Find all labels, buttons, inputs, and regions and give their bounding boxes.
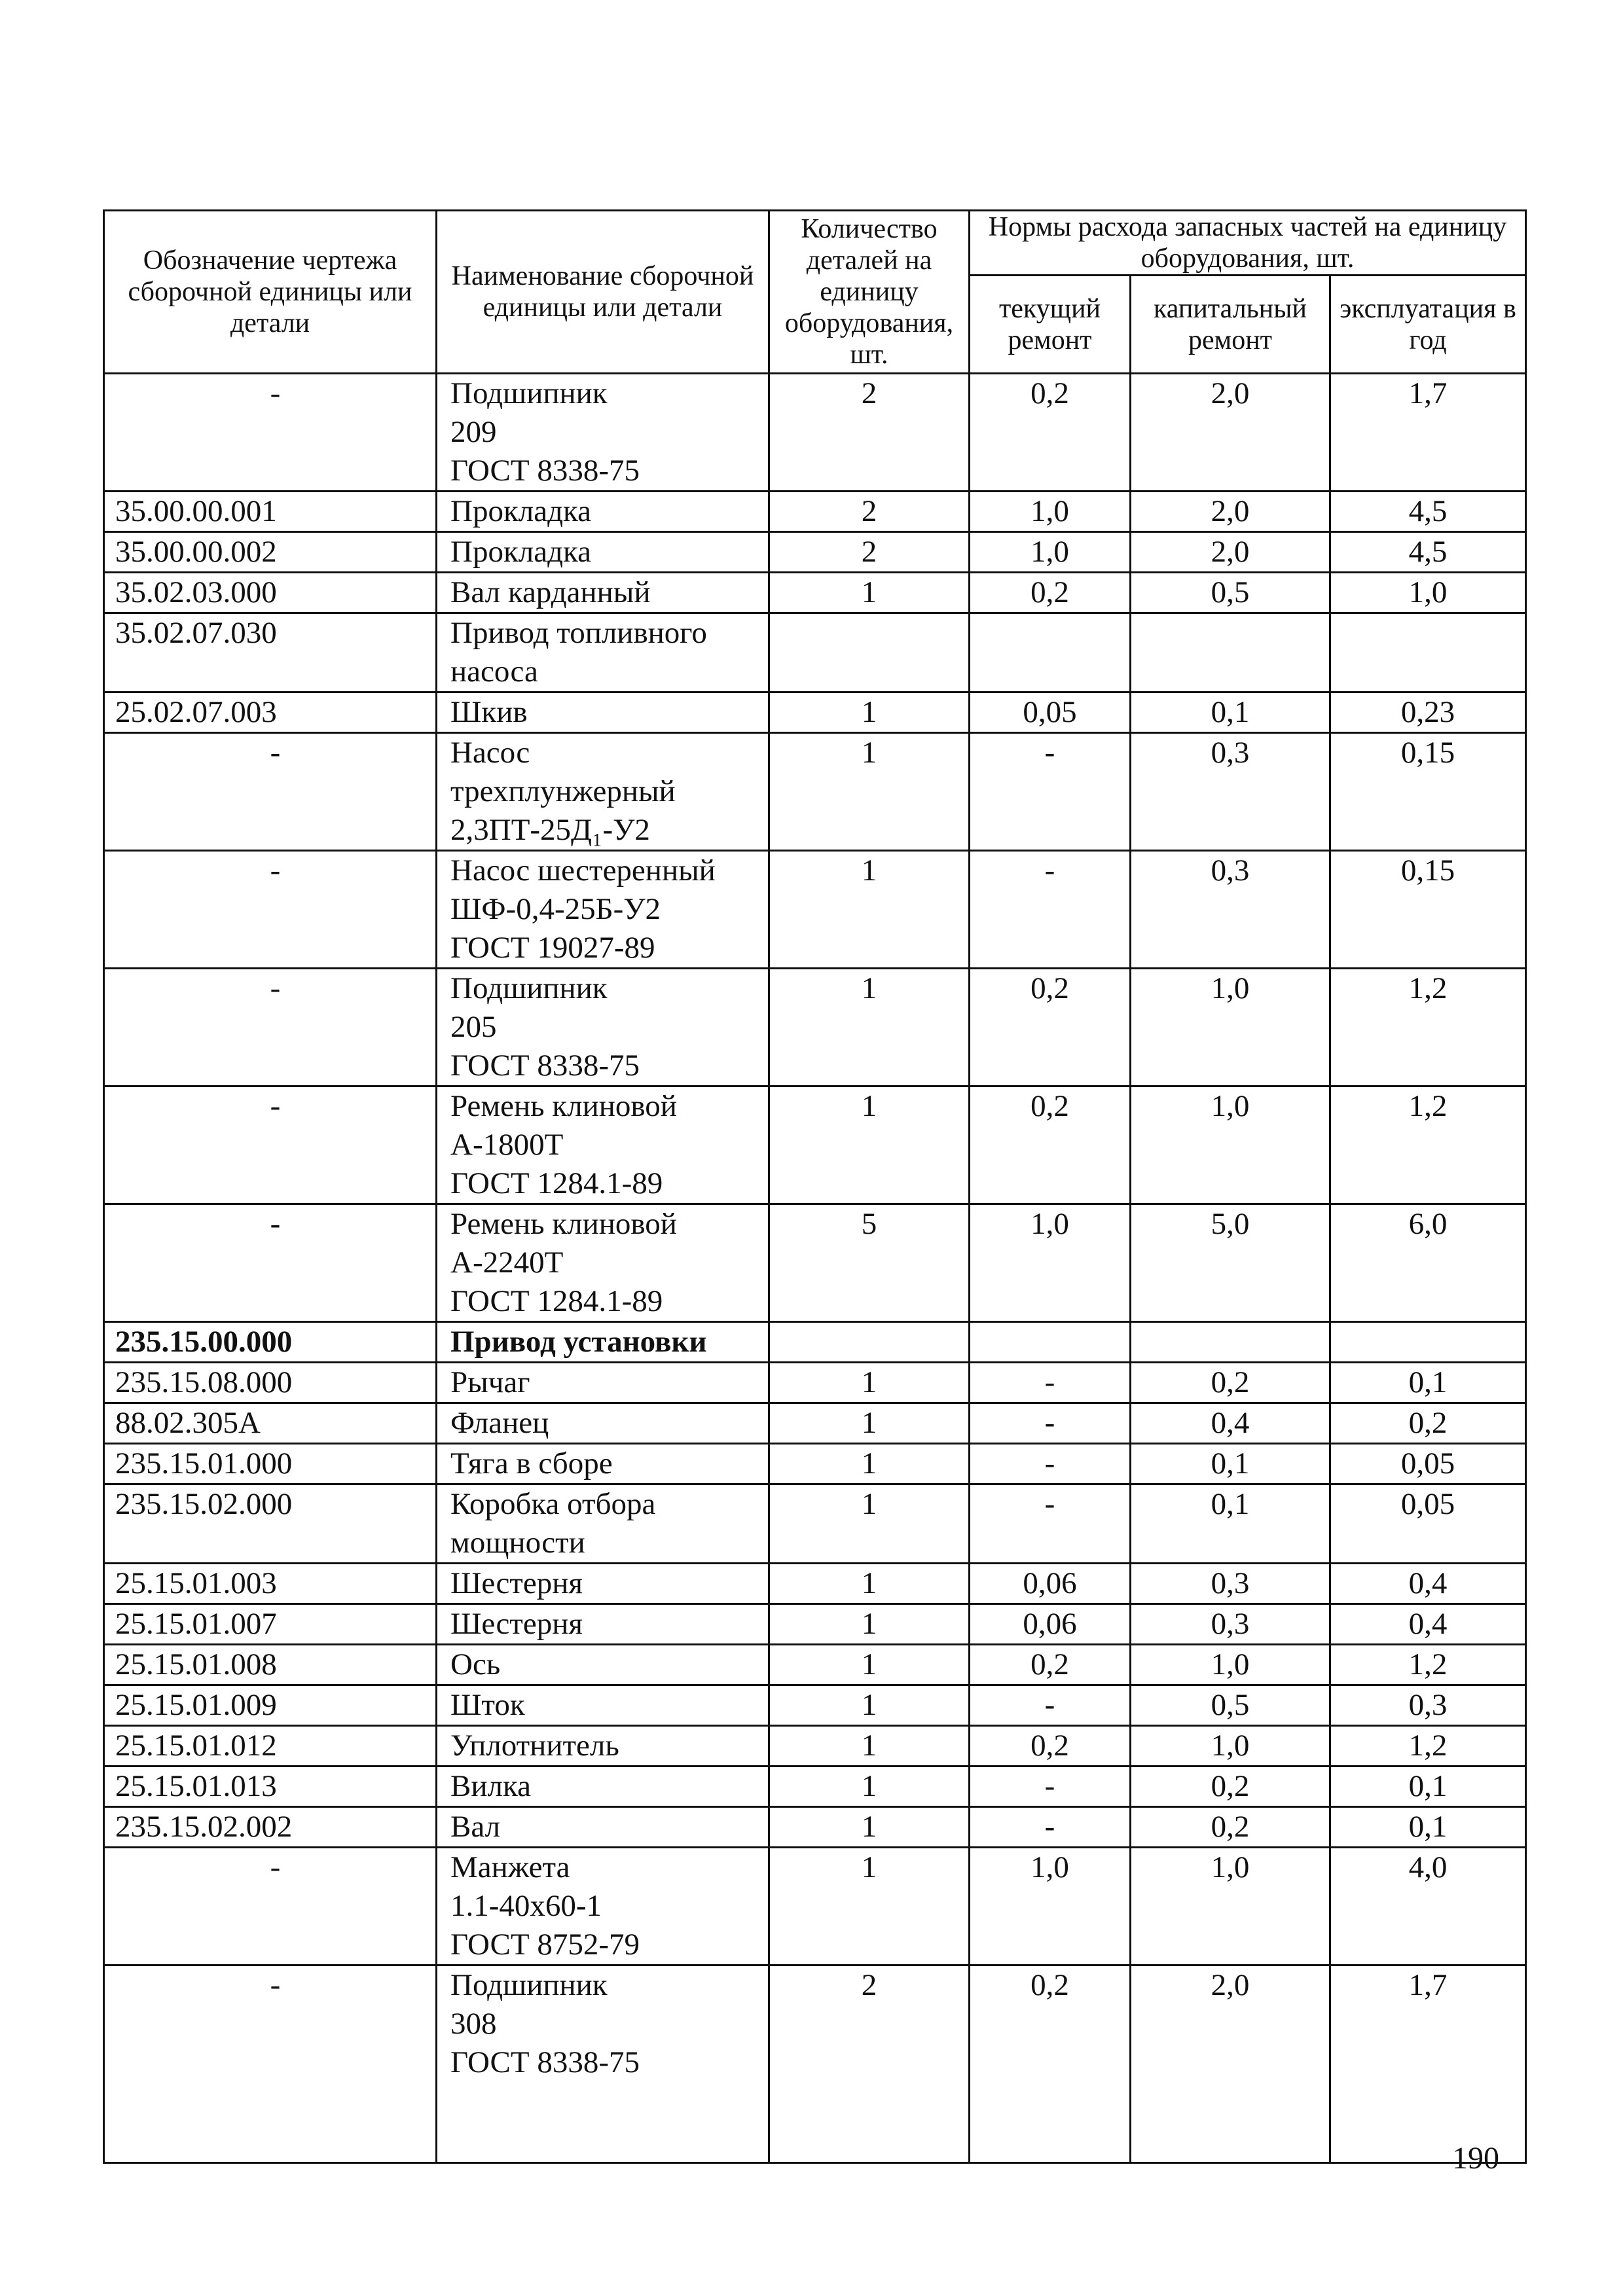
name-line: Подшипник [450, 1968, 608, 2002]
cell-operation: 1,2 [1330, 1645, 1526, 1685]
cell-operation: 0,1 [1330, 1767, 1526, 1807]
spare-parts-table-container [103, 209, 1525, 2109]
cell-current: - [970, 1363, 1131, 1403]
name-line: Уплотнитель [450, 1729, 619, 1763]
cell-operation: 0,05 [1330, 1444, 1526, 1484]
table-row [104, 374, 1526, 492]
cell-current: 1,0 [970, 1848, 1131, 1965]
cell-current [970, 1322, 1131, 1363]
cell-current: - [970, 1444, 1131, 1484]
name-line: мощности [450, 1526, 585, 1560]
cell-capital: 0,1 [1131, 692, 1330, 733]
table-row [104, 1726, 1526, 1767]
cell-capital: 0,3 [1131, 1564, 1330, 1604]
header-capital: капитальный ремонт [1131, 276, 1330, 374]
cell-operation: 1,7 [1330, 374, 1526, 492]
name-line: Шкив [450, 695, 528, 729]
header-name: Наименование сборочной единицы или детали [437, 211, 769, 374]
name-line: 308 [450, 2007, 497, 2041]
name-line: 1.1-40х60-1 [450, 1889, 602, 1923]
cell-designation: 25.15.01.003 [104, 1564, 437, 1604]
cell-capital: 2,0 [1131, 1965, 1330, 2163]
cell-designation: - [104, 374, 437, 492]
cell-qty [769, 1322, 970, 1363]
cell-capital: 0,3 [1131, 733, 1330, 851]
cell-qty: 1 [769, 692, 970, 733]
cell-qty: 1 [769, 1564, 970, 1604]
cell-current: - [970, 1767, 1131, 1807]
table-row [104, 613, 1526, 692]
cell-current: - [970, 1685, 1131, 1726]
cell-current: 1,0 [970, 1204, 1131, 1322]
cell-capital: 0,3 [1131, 851, 1330, 969]
cell-qty: 1 [769, 1848, 970, 1965]
name-line: Коробка отбора [450, 1487, 656, 1521]
cell-qty: 1 [769, 1086, 970, 1204]
cell-designation: 235.15.02.002 [104, 1807, 437, 1848]
cell-designation: - [104, 969, 437, 1086]
name-line: Шестерня [450, 1607, 583, 1641]
name-line: А-1800Т [450, 1128, 564, 1162]
name-line: ГОСТ 8338-75 [450, 2045, 640, 2079]
cell-designation: - [104, 1965, 437, 2163]
table-row [104, 733, 1526, 851]
cell-name [437, 1726, 769, 1767]
cell-qty: 1 [769, 969, 970, 1086]
name-line: Насос [450, 736, 530, 770]
cell-name [437, 374, 769, 492]
cell-name [437, 1645, 769, 1685]
cell-capital: 0,1 [1131, 1484, 1330, 1564]
cell-operation: 0,1 [1330, 1363, 1526, 1403]
cell-capital: 0,3 [1131, 1604, 1330, 1645]
table-row [104, 532, 1526, 573]
cell-qty: 2 [769, 532, 970, 573]
cell-operation: 6,0 [1330, 1204, 1526, 1322]
name-line: Манжета [450, 1850, 570, 1884]
cell-current: 1,0 [970, 492, 1131, 532]
cell-designation: 25.15.01.013 [104, 1767, 437, 1807]
name-line: Насос шестеренный [450, 853, 716, 888]
spare-parts-table [103, 209, 1527, 2164]
cell-name [437, 1204, 769, 1322]
cell-operation: 4,0 [1330, 1848, 1526, 1965]
name-line: ГОСТ 8338-75 [450, 454, 640, 488]
cell-qty: 1 [769, 1484, 970, 1564]
cell-qty: 1 [769, 1363, 970, 1403]
cell-capital: 1,0 [1131, 969, 1330, 1086]
cell-designation: - [104, 1204, 437, 1322]
header-operation: эксплуатация в год [1330, 276, 1526, 374]
header-quantity: Количество деталей на единицу оборудования, шт. [769, 211, 970, 374]
cell-qty: 1 [769, 1767, 970, 1807]
cell-qty: 2 [769, 1965, 970, 2163]
cell-operation: 1,2 [1330, 1086, 1526, 1204]
cell-qty: 1 [769, 1403, 970, 1444]
cell-capital [1131, 1322, 1330, 1363]
cell-designation: 35.02.03.000 [104, 573, 437, 613]
cell-current: 0,2 [970, 1086, 1131, 1204]
cell-qty: 1 [769, 573, 970, 613]
cell-current: - [970, 733, 1131, 851]
cell-name [437, 532, 769, 573]
name-line: ГОСТ 19027-89 [450, 931, 655, 965]
cell-designation: - [104, 1086, 437, 1204]
cell-current: 0,06 [970, 1564, 1131, 1604]
cell-capital: 1,0 [1131, 1848, 1330, 1965]
cell-current: 1,0 [970, 532, 1131, 573]
cell-current: - [970, 1807, 1131, 1848]
table-row [104, 851, 1526, 969]
table-row [104, 1965, 1526, 2163]
cell-qty: 1 [769, 1604, 970, 1645]
table-row [104, 1604, 1526, 1645]
name-line: Фланец [450, 1406, 549, 1440]
cell-name [437, 1767, 769, 1807]
name-line: ШФ-0,4-25Б-У2 [450, 892, 661, 926]
name-line: Ремень клиновой [450, 1089, 677, 1123]
cell-qty: 1 [769, 1807, 970, 1848]
name-line: насоса [450, 655, 538, 689]
name-line: Вал карданный [450, 575, 651, 609]
cell-designation: 35.02.07.030 [104, 613, 437, 692]
cell-current: 0,2 [970, 374, 1131, 492]
table-row [104, 1807, 1526, 1848]
cell-designation: 235.15.02.000 [104, 1484, 437, 1564]
cell-operation: 0,1 [1330, 1807, 1526, 1848]
name-line: Вилка [450, 1769, 531, 1803]
cell-designation: 25.15.01.009 [104, 1685, 437, 1726]
cell-designation: 35.00.00.002 [104, 532, 437, 573]
cell-designation: 25.15.01.007 [104, 1604, 437, 1645]
cell-capital: 0,5 [1131, 1685, 1330, 1726]
cell-name [437, 1444, 769, 1484]
cell-operation: 1,7 [1330, 1965, 1526, 2163]
cell-designation: 25.15.01.008 [104, 1645, 437, 1685]
cell-qty: 2 [769, 492, 970, 532]
cell-name [437, 1564, 769, 1604]
cell-name [437, 1403, 769, 1444]
cell-capital: 2,0 [1131, 532, 1330, 573]
header-designation: Обозначение чертежа сборочной единицы или детали [104, 211, 437, 374]
table-row [104, 1484, 1526, 1564]
cell-designation: 235.15.01.000 [104, 1444, 437, 1484]
cell-qty: 1 [769, 1444, 970, 1484]
cell-operation: 0,05 [1330, 1484, 1526, 1564]
name-line: Привод установки [450, 1325, 707, 1359]
name-line: Прокладка [450, 494, 591, 528]
name-line: 209 [450, 415, 497, 449]
table-row [104, 1322, 1526, 1363]
cell-qty: 5 [769, 1204, 970, 1322]
name-line: Прокладка [450, 535, 591, 569]
cell-name [437, 851, 769, 969]
cell-current: 0,05 [970, 692, 1131, 733]
cell-name [437, 1685, 769, 1726]
cell-name [437, 1363, 769, 1403]
cell-current: 0,06 [970, 1604, 1131, 1645]
name-line: Ремень клиновой [450, 1207, 677, 1241]
cell-operation: 0,2 [1330, 1403, 1526, 1444]
cell-name [437, 1484, 769, 1564]
table-row [104, 969, 1526, 1086]
cell-capital: 0,2 [1131, 1767, 1330, 1807]
cell-capital: 0,2 [1131, 1363, 1330, 1403]
cell-capital: 0,1 [1131, 1444, 1330, 1484]
table-row [104, 573, 1526, 613]
table-row [104, 1363, 1526, 1403]
cell-name [437, 1807, 769, 1848]
cell-operation: 0,15 [1330, 851, 1526, 969]
cell-qty: 1 [769, 1685, 970, 1726]
cell-name [437, 692, 769, 733]
cell-current: - [970, 851, 1131, 969]
cell-capital [1131, 613, 1330, 692]
cell-current: 0,2 [970, 1965, 1131, 2163]
cell-operation: 1,2 [1330, 969, 1526, 1086]
cell-qty: 1 [769, 851, 970, 969]
table-row [104, 492, 1526, 532]
cell-designation: 88.02.305А [104, 1403, 437, 1444]
cell-current: 0,2 [970, 1645, 1131, 1685]
cell-name [437, 613, 769, 692]
cell-operation: 0,4 [1330, 1564, 1526, 1604]
name-line: Тяга в сборе [450, 1446, 613, 1480]
cell-current: 0,2 [970, 1726, 1131, 1767]
cell-name [437, 1848, 769, 1965]
header-norms: Нормы расхода запасных частей на единицу оборудования, шт. [970, 211, 1526, 276]
name-line: трехплунжерный [450, 774, 676, 808]
name-line: А-2240Т [450, 1246, 564, 1280]
table-row [104, 1564, 1526, 1604]
cell-designation: - [104, 733, 437, 851]
name-line: Вал [450, 1810, 501, 1844]
table-row [104, 1444, 1526, 1484]
table-row [104, 1086, 1526, 1204]
cell-name [437, 1604, 769, 1645]
cell-operation: 4,5 [1330, 492, 1526, 532]
name-line: 2,3ПТ-25Д₁-У2 [450, 813, 650, 847]
table-row [104, 1403, 1526, 1444]
cell-capital: 0,4 [1131, 1403, 1330, 1444]
name-line: Ось [450, 1647, 501, 1681]
cell-qty: 1 [769, 733, 970, 851]
cell-capital: 2,0 [1131, 374, 1330, 492]
cell-operation: 1,2 [1330, 1726, 1526, 1767]
cell-operation: 4,5 [1330, 532, 1526, 573]
cell-capital: 1,0 [1131, 1645, 1330, 1685]
name-line: Рычаг [450, 1365, 530, 1399]
cell-name [437, 1086, 769, 1204]
table-row [104, 1848, 1526, 1965]
cell-operation: 0,23 [1330, 692, 1526, 733]
cell-designation: 35.00.00.001 [104, 492, 437, 532]
cell-name [437, 969, 769, 1086]
cell-name [437, 573, 769, 613]
cell-capital: 0,5 [1131, 573, 1330, 613]
cell-capital: 2,0 [1131, 492, 1330, 532]
cell-qty: 1 [769, 1645, 970, 1685]
cell-current: 0,2 [970, 573, 1131, 613]
cell-name [437, 1965, 769, 2163]
cell-designation: 25.02.07.003 [104, 692, 437, 733]
cell-operation: 0,3 [1330, 1685, 1526, 1726]
name-line: 205 [450, 1010, 497, 1044]
name-line: Подшипник [450, 376, 608, 410]
cell-capital: 1,0 [1131, 1726, 1330, 1767]
cell-name [437, 733, 769, 851]
cell-current: - [970, 1403, 1131, 1444]
cell-operation: 1,0 [1330, 573, 1526, 613]
cell-capital: 0,2 [1131, 1807, 1330, 1848]
cell-designation: 235.15.08.000 [104, 1363, 437, 1403]
cell-designation: - [104, 1848, 437, 1965]
cell-current [970, 613, 1131, 692]
header-current: текущий ремонт [970, 276, 1131, 374]
cell-qty [769, 613, 970, 692]
table-row [104, 1645, 1526, 1685]
cell-operation: 0,15 [1330, 733, 1526, 851]
cell-designation: 235.15.00.000 [104, 1322, 437, 1363]
cell-qty: 2 [769, 374, 970, 492]
header-row-1 [104, 211, 1526, 276]
table-row [104, 1685, 1526, 1726]
table-row [104, 1204, 1526, 1322]
table-row [104, 692, 1526, 733]
cell-name [437, 492, 769, 532]
name-line: Шестерня [450, 1566, 583, 1600]
cell-qty: 1 [769, 1726, 970, 1767]
name-line: Шток [450, 1688, 525, 1722]
name-line: ГОСТ 1284.1-89 [450, 1166, 663, 1200]
name-line: ГОСТ 1284.1-89 [450, 1284, 663, 1318]
cell-current: - [970, 1484, 1131, 1564]
name-line: Привод топливного [450, 616, 707, 650]
name-line: Подшипник [450, 971, 608, 1005]
cell-designation: - [104, 851, 437, 969]
cell-designation: 25.15.01.012 [104, 1726, 437, 1767]
cell-operation [1330, 1322, 1526, 1363]
cell-current: 0,2 [970, 969, 1131, 1086]
table-row [104, 1767, 1526, 1807]
cell-operation: 0,4 [1330, 1604, 1526, 1645]
cell-operation [1330, 613, 1526, 692]
name-line: ГОСТ 8338-75 [450, 1049, 640, 1083]
page-number: 190 [1452, 2141, 1499, 2176]
cell-name [437, 1322, 769, 1363]
name-line: ГОСТ 8752-79 [450, 1928, 640, 1962]
cell-capital: 1,0 [1131, 1086, 1330, 1204]
cell-capital: 5,0 [1131, 1204, 1330, 1322]
